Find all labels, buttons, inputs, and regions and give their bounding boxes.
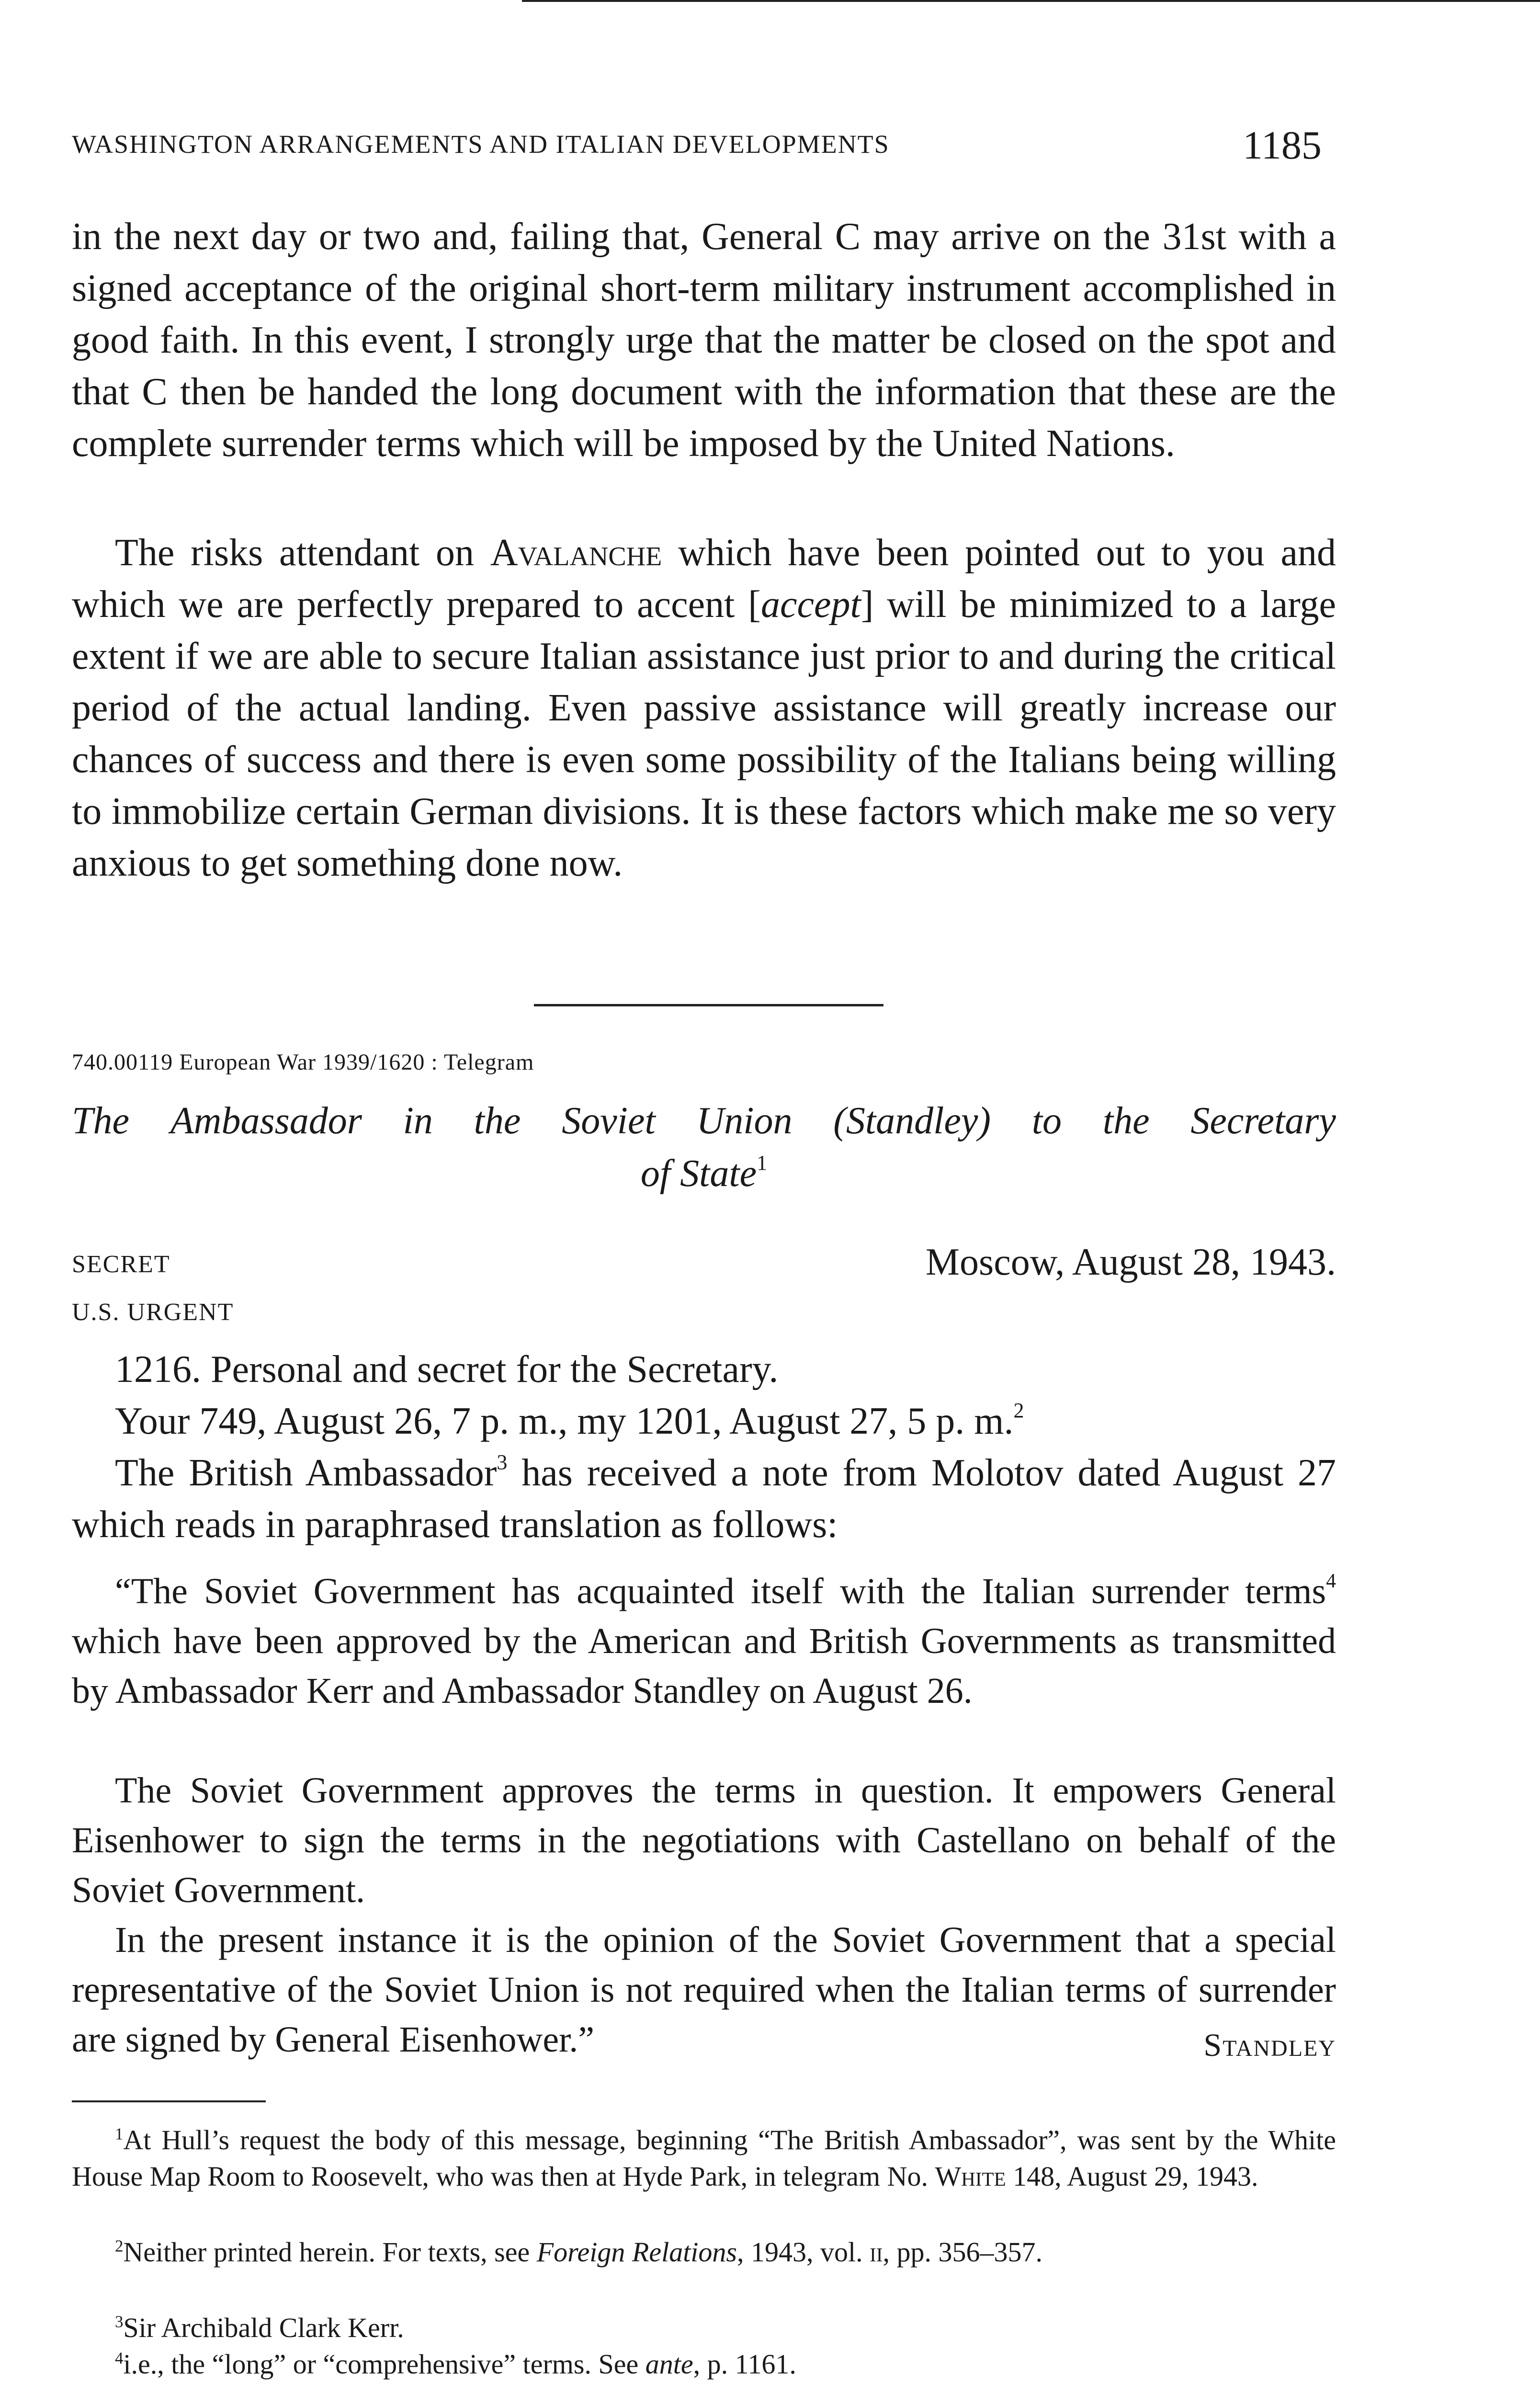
heading-word: to xyxy=(1031,1100,1062,1142)
footnote-number: 2 xyxy=(115,2236,124,2256)
heading-text: of State xyxy=(640,1152,757,1195)
continued-paragraph xyxy=(72,211,1336,469)
telegram-line-1 xyxy=(72,1344,1336,1395)
heading-word: the xyxy=(1102,1100,1150,1142)
footnote-1 xyxy=(72,2122,1336,2195)
heading-word: Secretary xyxy=(1190,1100,1336,1142)
footnote-text: Neither printed herein. For texts, see xyxy=(123,2236,537,2268)
heading-word: the xyxy=(474,1100,521,1142)
telegram-line-2 xyxy=(72,1395,1336,1447)
paragraph-text: ] will be minimized to a large extent if we are able to secure Italian assistance just prior to and during the critical period of the actual landing. Even passive assistance will greatly increase our chances of success and there is even some possibility of the Italians being willing to immobilize certain German divisions. It is these factors which make me so very anxious to get something done now. xyxy=(72,583,1336,884)
footnote-ref: 4 xyxy=(1326,1570,1336,1593)
footnote-text: At Hull’s request the body of this message, beginning “The British Ambassador”, was sent by the White House Map Room to Roosevelt, who was then at Hyde Park, in telegram No. xyxy=(72,2124,1336,2192)
priority-label: U.S. URGENT xyxy=(72,1299,234,1326)
footnote-text: White xyxy=(935,2161,1006,2192)
footnote-text: 148, August 29, 1943. xyxy=(1006,2161,1258,2192)
document-heading-line2 xyxy=(72,1147,1336,1200)
footnote-text: i.e., the “long” or “comprehensive” terms. See xyxy=(123,2349,645,2380)
dateline: Moscow, August 28, 1943. xyxy=(925,1241,1336,1283)
running-head: WASHINGTON ARRANGEMENTS AND ITALIAN DEVELOPMENTS xyxy=(72,130,890,159)
quoted-note-paragraph-2 xyxy=(72,1766,1336,1915)
signature: Standley xyxy=(1203,2027,1336,2063)
footnote-number: 4 xyxy=(115,2349,124,2368)
footnote-2 xyxy=(72,2234,1336,2270)
paragraph-text: 1216. Personal and secret for the Secretary. xyxy=(115,1348,779,1391)
footnote-number: 3 xyxy=(115,2312,124,2331)
editorial-correction: accept xyxy=(760,583,861,626)
codename-avalanche: Avalanche xyxy=(490,532,662,574)
paragraph-text: in the next day or two and, failing that, General C may arrive on the 31st with a signed acceptance of the original short-term military instrument accomplished in good faith. In this event, I strongly urge that the matter be closed on the spot and that C then be handed the long document with the information that these are the complete surrender terms which will be imposed by the United Nations. xyxy=(72,216,1336,465)
telegram-paragraph xyxy=(72,1447,1336,1551)
heading-word: Ambassador xyxy=(170,1100,362,1142)
classification-label: SECRET xyxy=(72,1251,170,1278)
avalanche-paragraph xyxy=(72,527,1336,889)
footnote-text: ii xyxy=(870,2236,883,2268)
footnote-text: , 1943, vol. xyxy=(737,2236,870,2268)
paragraph-text: The British Ambassador xyxy=(115,1452,497,1494)
paragraph-text: The risks attendant on xyxy=(115,532,490,574)
paragraph-text: has received a note from Molotov dated August 27 which reads in paraphrased translation as follows: xyxy=(72,1452,1336,1546)
heading-word: Soviet xyxy=(562,1100,656,1142)
footnote-text: , p. 1161. xyxy=(693,2349,796,2380)
footnote-ref: 2 xyxy=(1013,1398,1024,1422)
file-reference: 740.00119 European War 1939/1620 : Telegram xyxy=(72,1049,534,1075)
heading-word: The xyxy=(72,1100,129,1142)
footnote-text: ante xyxy=(645,2349,693,2380)
footnote-text: Sir Archibald Clark Kerr. xyxy=(123,2312,404,2343)
page-number: 1185 xyxy=(1243,123,1322,168)
document-heading-line1 xyxy=(72,1095,1336,1147)
footnote-number: 1 xyxy=(115,2124,124,2144)
footnote-3 xyxy=(72,2310,1336,2346)
footnote-ref: 1 xyxy=(757,1151,768,1175)
paragraph-text: In the present instance it is the opinion of the Soviet Government that a special representative of the Soviet Union is not required when the Italian terms of surrender are signed by General Eisenhower.” xyxy=(72,1920,1336,2060)
heading-word: Union xyxy=(696,1100,793,1142)
footnote-text: Foreign Relations xyxy=(536,2236,737,2268)
paragraph-text: Your 749, August 26, 7 p. m., my 1201, August 27, 5 p. m. xyxy=(115,1400,1014,1442)
quoted-note-paragraph-1 xyxy=(72,1566,1336,1716)
paragraph-text: The Soviet Government approves the terms in question. It empowers General Eisenhower to sign the terms in the negotiations with Castellano on behalf of the Soviet Government. xyxy=(72,1770,1336,1910)
paragraph-text: which have been approved by the American and British Governments as transmitted by Ambassador Kerr and Ambassador Standley on August 26. xyxy=(72,1621,1336,1711)
heading-word: in xyxy=(403,1100,433,1142)
footnote-4 xyxy=(72,2346,1336,2383)
paragraph-text: which have been pointed out to you and which we are perfectly prepared to accent [ xyxy=(72,532,1336,626)
paragraph-text: “The Soviet Government has acquainted itself with the Italian surrender terms xyxy=(115,1571,1326,1611)
footnote-divider xyxy=(72,2100,266,2102)
heading-word: (Standley) xyxy=(833,1100,991,1142)
footnote-text: , pp. 356–357. xyxy=(883,2236,1042,2268)
scan-top-edge-rule xyxy=(522,0,1540,2)
footnote-ref: 3 xyxy=(497,1450,508,1474)
section-divider xyxy=(534,1004,883,1006)
